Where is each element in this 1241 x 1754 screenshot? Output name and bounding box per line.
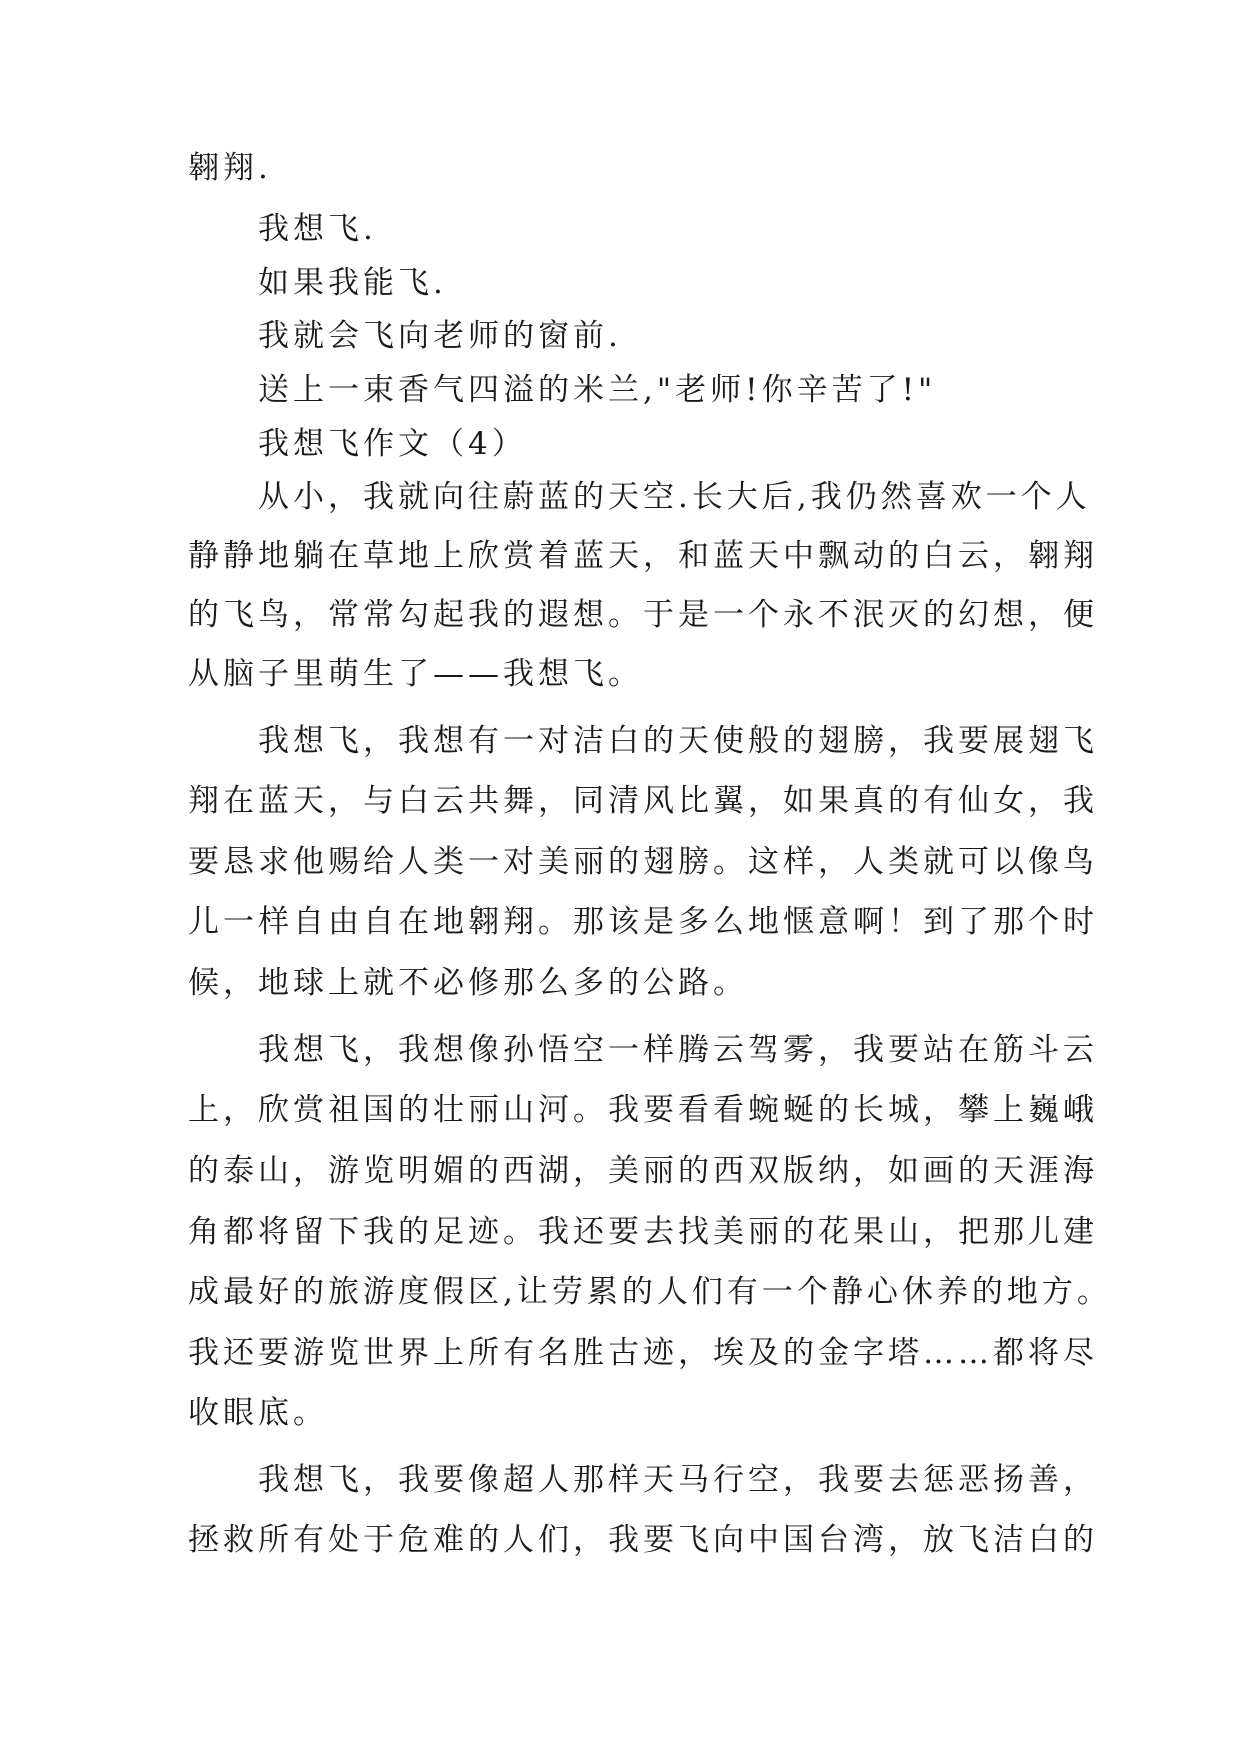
- text-line: 翔在蓝天，与白云共舞，同清风比翼，如果真的有仙女，我: [188, 783, 1098, 819]
- text-line: 送上一束香气四溢的米兰,"老师!你辛苦了!": [258, 372, 937, 408]
- text-line: 静静地躺在草地上欣赏着蓝天，和蓝天中飘动的白云，翱翔: [188, 538, 1098, 574]
- text-line: 我想飞，我要像超人那样天马行空，我要去惩恶扬善，: [258, 1462, 1098, 1498]
- text-line: 要恳求他赐给人类一对美丽的翅膀。这样，人类就可以像鸟: [188, 844, 1098, 880]
- text-line: 从脑子里萌生了——我想飞。: [188, 656, 643, 692]
- text-line: 拯救所有处于危难的人们，我要飞向中国台湾，放飞洁白的: [188, 1522, 1098, 1558]
- text-line: 儿一样自由自在地翱翔。那该是多么地惬意啊！到了那个时: [188, 904, 1098, 940]
- text-line: 的飞鸟，常常勾起我的遐想。于是一个永不泯灭的幻想，便: [188, 597, 1098, 633]
- text-line: 的泰山，游览明媚的西湖，美丽的西双版纳，如画的天涯海: [188, 1153, 1098, 1189]
- text-line: 我还要游览世界上所有名胜古迹，埃及的金字塔……都将尽: [188, 1335, 1098, 1371]
- text-line: 角都将留下我的足迹。我还要去找美丽的花果山，把那儿建: [188, 1214, 1098, 1250]
- text-line: 成最好的旅游度假区,让劳累的人们有一个静心休养的地方。: [188, 1274, 1112, 1310]
- text-line: 我想飞，我想有一对洁白的天使般的翅膀，我要展翅飞: [258, 723, 1098, 759]
- section-title: 我想飞作文（4）: [258, 426, 527, 462]
- text-line: 上，欣赏祖国的壮丽山河。我要看看蜿蜒的长城，攀上巍峨: [188, 1092, 1098, 1128]
- text-line: 收眼底。: [188, 1395, 328, 1431]
- text-line: 我想飞.: [258, 211, 377, 247]
- text-line: 从小，我就向往蔚蓝的天空.长大后,我仍然喜欢一个人: [258, 479, 1091, 515]
- text-line: 我想飞，我想像孙悟空一样腾云驾雾，我要站在筋斗云: [258, 1032, 1098, 1068]
- text-line: 候，地球上就不必修那么多的公路。: [188, 965, 748, 1001]
- text-line: 如果我能飞.: [258, 265, 447, 301]
- document-page: [188, 0, 1112, 1754]
- text-line: 我就会飞向老师的窗前.: [258, 318, 622, 354]
- text-line: 翱翔.: [188, 150, 272, 186]
